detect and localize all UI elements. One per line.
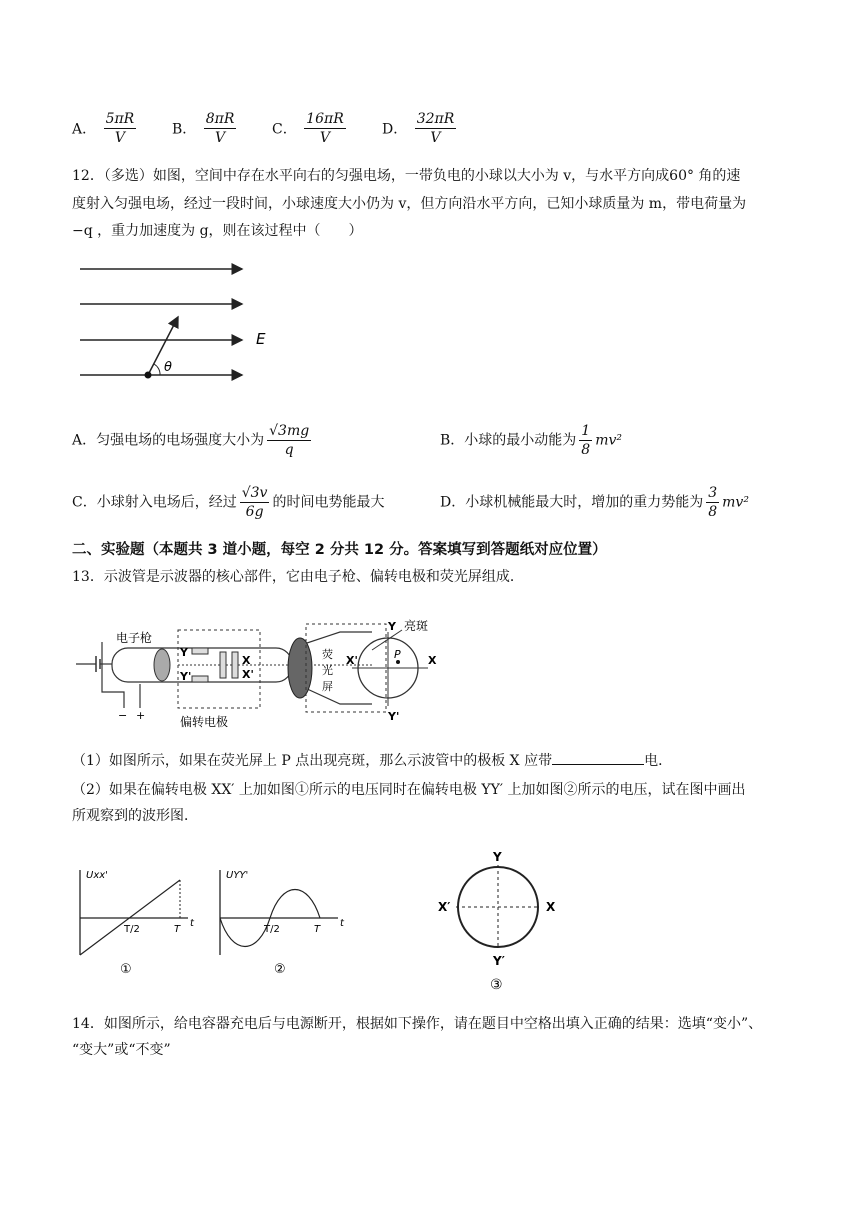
ball [145, 372, 152, 379]
q12-line2: 度射入匀强电场，经过一段时间，小球速度大小仍为 v，但方向沿水平方向，已知小球质量为 m，带电荷量为 [72, 196, 747, 212]
gun-label: 电子枪 [116, 631, 153, 645]
svg-text:Y: Y [493, 850, 502, 864]
svg-text:①: ① [120, 962, 132, 977]
theta-label: θ [164, 360, 172, 375]
q13-part2-line1: （2）如果在偏转电极 XX′ 上加如图①所示的电压同时在偏转电极 YY′ 上加如图②所示的电压，试在图中画出 [72, 782, 746, 798]
fraction: $\frac{√3mg}{q}$ [269, 423, 310, 458]
option-a [72, 110, 139, 147]
fraction: $\frac{1}{8}$ [581, 423, 591, 458]
screen-answer-figure[interactable] [430, 845, 580, 995]
fraction: $\frac{32\pi R}{V}$ [416, 111, 455, 146]
q12-option-d: D．小球机械能最大时，增加的重力势能为 $\frac{3}{8}$ mv² [440, 485, 749, 520]
angle-arc [154, 364, 160, 375]
svg-text:t: t [190, 918, 194, 929]
svg-text:Y': Y' [180, 670, 192, 683]
fraction: $\frac{5\pi R}{V}$ [105, 111, 135, 146]
oscilloscope-tube-figure [72, 612, 452, 732]
svg-text:−: − [118, 709, 128, 722]
q12-option-c: C．小球射入电场后，经过 $\frac{√3v}{6g}$ 的时间电势能最大 [72, 485, 385, 520]
field-label: E [256, 330, 266, 348]
svg-text:X: X [546, 900, 556, 914]
svg-text:X′: X′ [438, 900, 451, 914]
svg-text:屏: 屏 [322, 680, 333, 693]
option-label: C． [272, 121, 297, 138]
svg-text:③: ③ [490, 977, 503, 993]
svg-text:X': X' [242, 668, 254, 681]
option-c [272, 110, 349, 147]
fraction: $\frac{16\pi R}{V}$ [306, 111, 344, 146]
q14-line2: “变大”或“不变” [72, 1042, 171, 1058]
svg-text:光: 光 [322, 664, 333, 677]
q13-part2-line2: 所观察到的波形图． [72, 808, 198, 824]
fraction: $\frac{√3v}{6g}$ [241, 485, 268, 520]
svg-text:X: X [242, 654, 251, 667]
electric-field-figure [72, 255, 282, 390]
bright-label: 亮斑 [404, 619, 429, 633]
svg-text:X: X [428, 654, 437, 667]
graph-uyy [210, 860, 350, 980]
fraction: $\frac{3}{8}$ [708, 485, 718, 520]
graph-uxx [70, 860, 200, 980]
q12-line3: −q ，重力加速度为 g，则在该过程中（ ） [72, 223, 363, 239]
electron-gun [154, 649, 170, 681]
svg-text:Y′: Y′ [493, 954, 505, 968]
velocity-arrow [148, 317, 178, 375]
option-d [382, 110, 459, 147]
section-heading: 二、实验题（本题共 3 道小题，每空 2 分共 12 分。答案填写到答题纸对应位置） [72, 542, 607, 558]
svg-text:T/2: T/2 [124, 924, 140, 935]
screen-mesh [288, 638, 312, 698]
deflect-label: 偏转电极 [180, 715, 229, 729]
svg-text:②: ② [274, 962, 286, 977]
q13-part1: （1）如图所示，如果在荧光屏上 P 点出现亮斑，那么示波管中的极板 X 应带 电． [72, 750, 672, 771]
svg-text:Y': Y' [388, 710, 400, 723]
option-label: D． [382, 121, 408, 138]
svg-text:X': X' [346, 654, 358, 667]
q12-option-b: B．小球的最小动能为 $\frac{1}{8}$ mv² [440, 423, 623, 458]
svg-text:T: T [314, 924, 321, 935]
svg-text:T: T [174, 924, 181, 935]
option-label: A． [72, 121, 97, 138]
answer-blank[interactable] [552, 750, 644, 765]
option-b [172, 110, 239, 147]
fraction: $\frac{8\pi R}{V}$ [205, 111, 235, 146]
svg-text:P: P [394, 648, 401, 661]
svg-text:UYY': UYY' [226, 870, 249, 881]
q12-line1: 12．（多选）如图，空间中存在水平向右的匀强电场，一带负电的小球以大小为 v，与水平方向成60° 角的速 [72, 168, 741, 184]
svg-text:Y: Y [180, 646, 188, 659]
svg-text:Y: Y [388, 620, 396, 633]
svg-text:Uxx': Uxx' [86, 870, 108, 881]
svg-text:t: t [340, 918, 344, 929]
svg-text:T/2: T/2 [264, 924, 280, 935]
svg-text:荧: 荧 [322, 648, 333, 661]
q13-intro: 13．示波管是示波器的核心部件，它由电子枪、偏转电极和荧光屏组成． [72, 569, 524, 585]
svg-text:+: + [136, 709, 146, 722]
q12-option-a: A．匀强电场的电场强度大小为 $\frac{√3mg}{q}$ [72, 423, 310, 458]
q14-line1: 14．如图所示，给电容器充电后与电源断开，根据如下操作，请在题目中空格出填入正确的结果：选填“变小”、 [72, 1016, 763, 1032]
option-label: B． [172, 121, 197, 138]
